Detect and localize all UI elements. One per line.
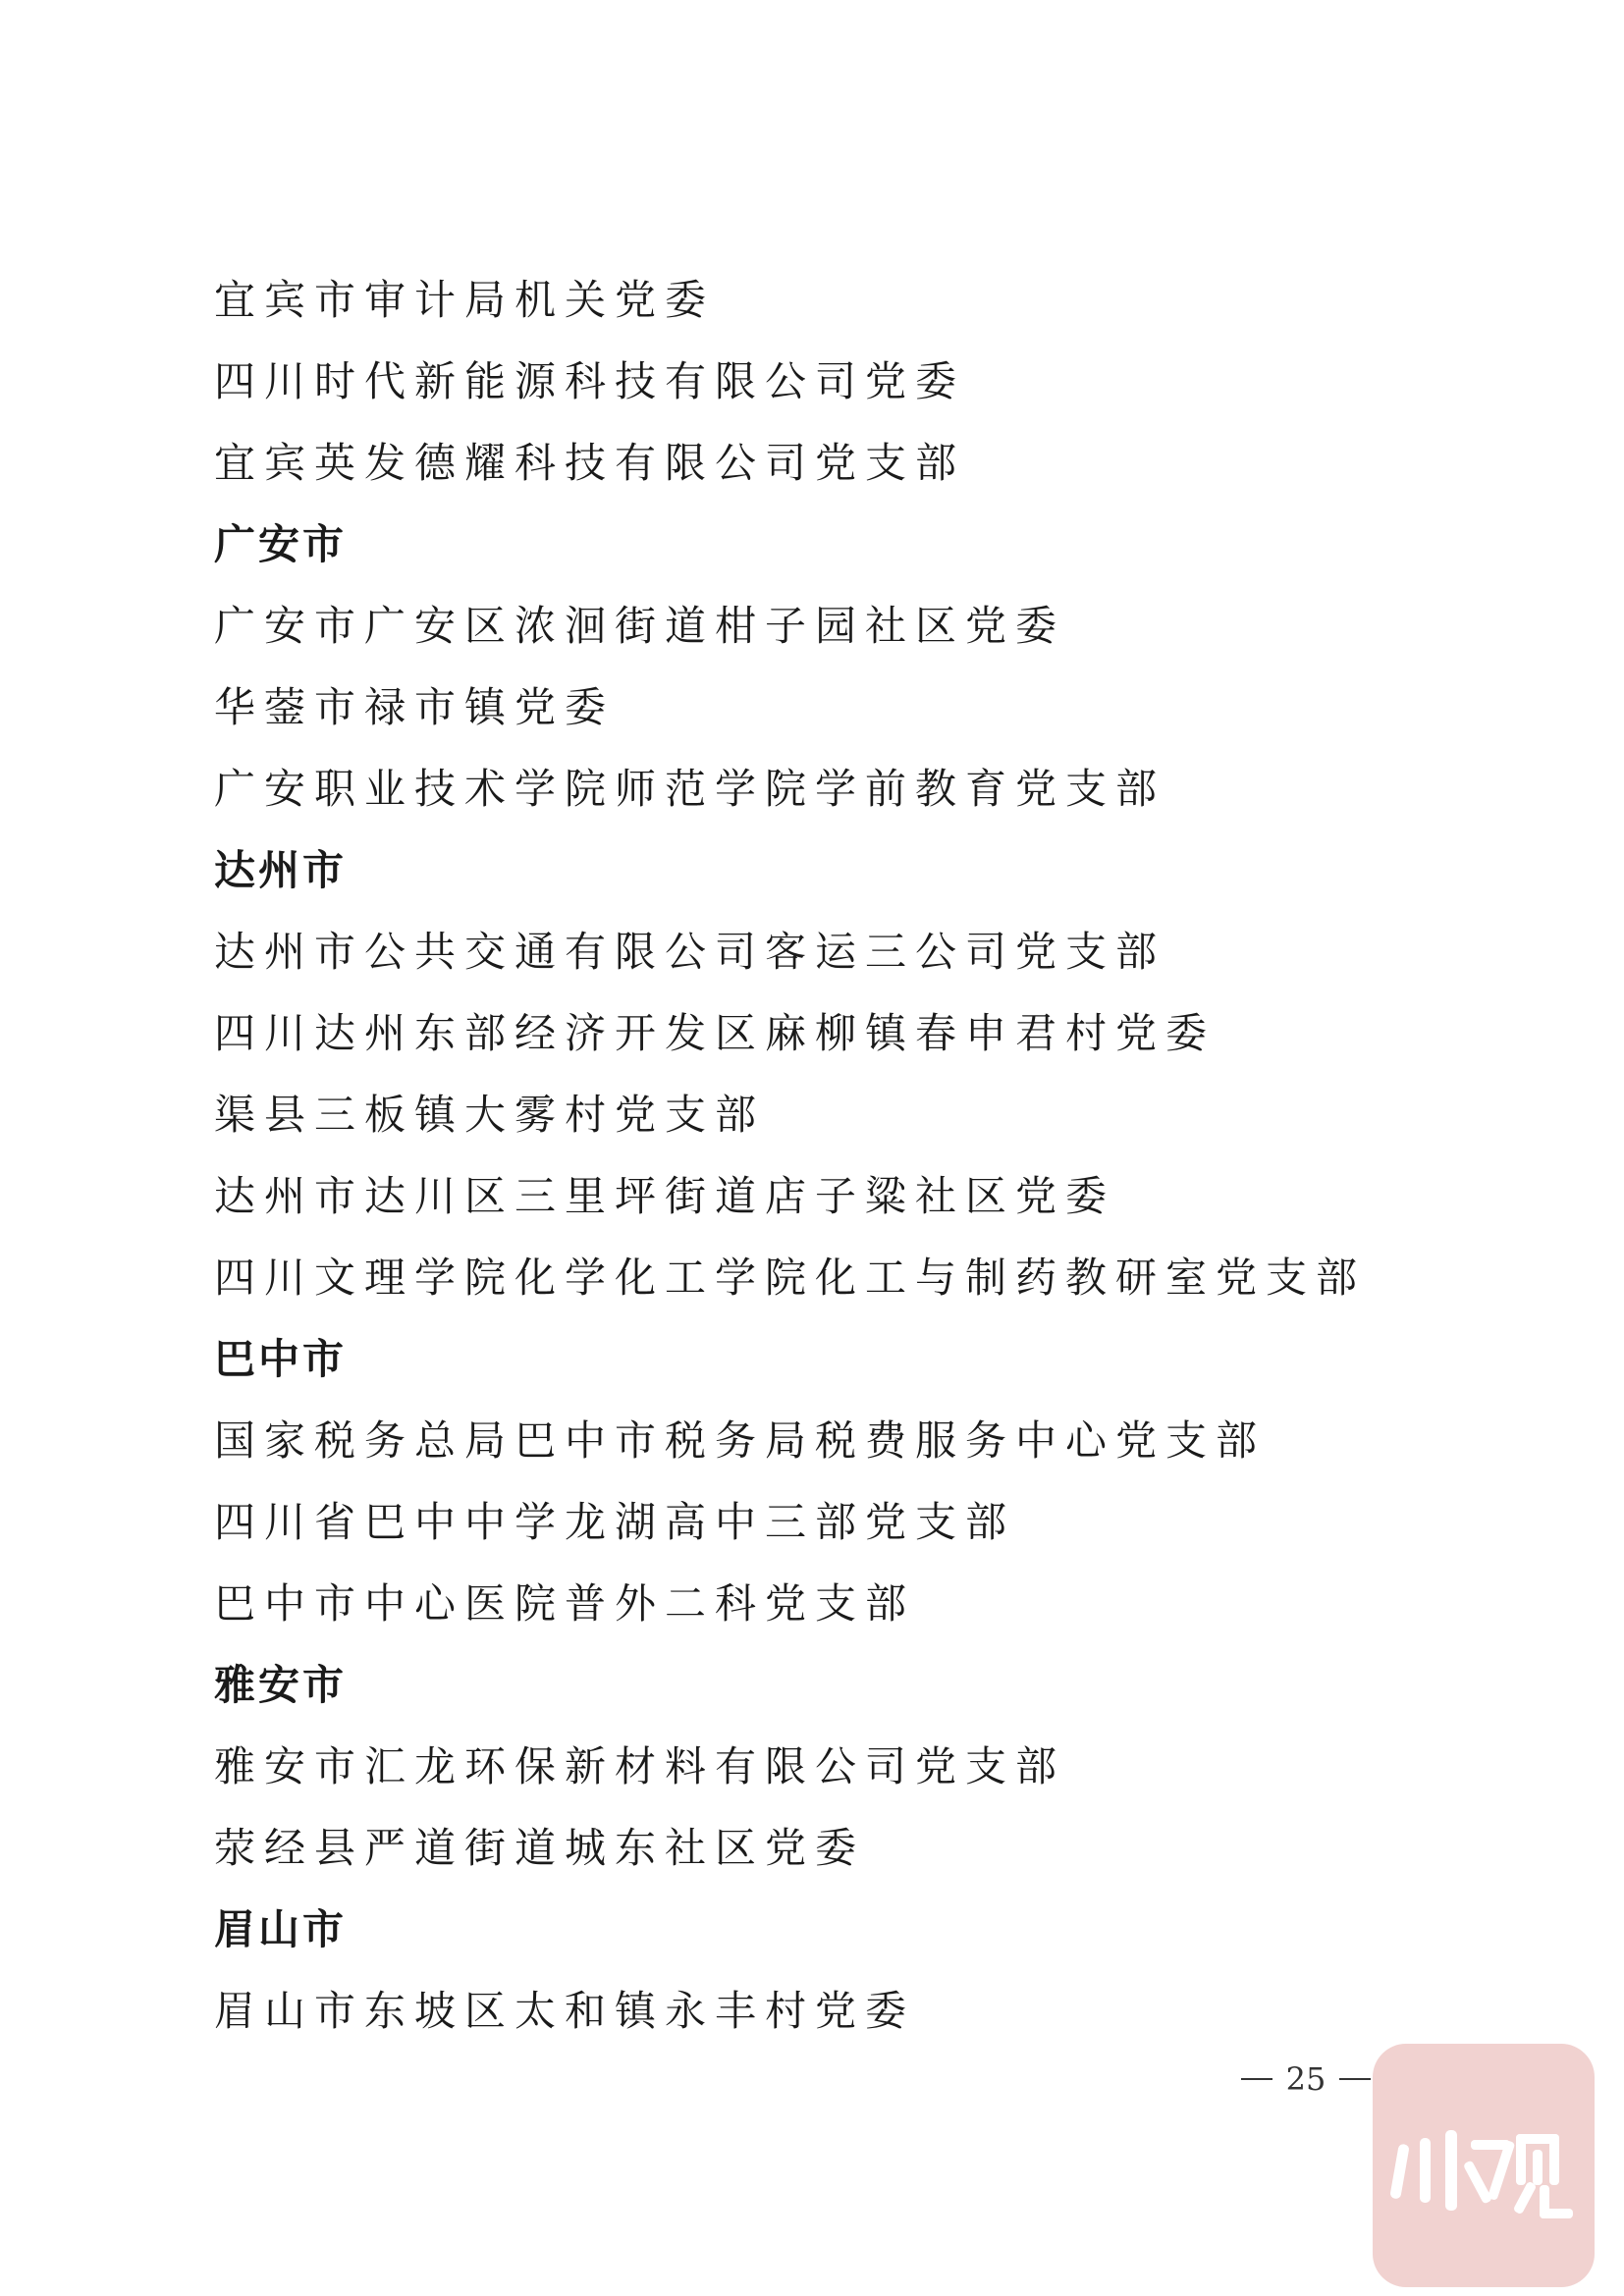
list-item: 达州市公共交通有限公司客运三公司党支部 — [214, 928, 1166, 976]
section-heading: 达州市 — [214, 846, 348, 894]
list-item: 四川时代新能源科技有限公司党委 — [214, 357, 966, 405]
page-number-dash-left — [1241, 2078, 1272, 2080]
section-heading: 雅安市 — [214, 1661, 348, 1709]
list-item: 宜宾市审计局机关党委 — [214, 276, 716, 324]
list-item: 达州市达川区三里坪街道店子粱社区党委 — [214, 1172, 1116, 1220]
page-number-dash-right — [1339, 2078, 1371, 2080]
list-item: 巴中市中心医院普外二科党支部 — [214, 1579, 916, 1628]
list-item: 四川达州东部经济开发区麻柳镇春申君村党委 — [214, 1009, 1217, 1057]
section-heading: 眉山市 — [214, 1905, 348, 1953]
list-item: 华蓥市禄市镇党委 — [214, 683, 616, 731]
list-item: 国家税务总局巴中市税务局税费服务中心党支部 — [214, 1416, 1267, 1465]
section-heading: 广安市 — [214, 520, 348, 568]
list-item: 眉山市东坡区太和镇永丰村党委 — [214, 1987, 916, 2035]
watermark-logo — [1373, 2044, 1595, 2287]
list-item: 渠县三板镇大雾村党支部 — [214, 1091, 766, 1139]
list-item: 四川省巴中中学龙湖高中三部党支部 — [214, 1498, 1016, 1546]
page-number — [1227, 2059, 1384, 2099]
list-item: 宜宾英发德耀科技有限公司党支部 — [214, 439, 966, 487]
watermark-logo-icon — [1373, 2044, 1595, 2287]
list-item: 广安职业技术学院师范学院学前教育党支部 — [214, 765, 1166, 813]
section-heading: 巴中市 — [214, 1335, 348, 1383]
list-item: 雅安市汇龙环保新材料有限公司党支部 — [214, 1742, 1066, 1790]
list-item: 四川文理学院化学化工学院化工与制药教研室党支部 — [214, 1254, 1367, 1302]
page-number-value: 25 — [1285, 2060, 1326, 2098]
list-item: 广安市广安区浓洄街道柑子园社区党委 — [214, 602, 1066, 650]
list-item: 荥经县严道街道城东社区党委 — [214, 1824, 866, 1872]
